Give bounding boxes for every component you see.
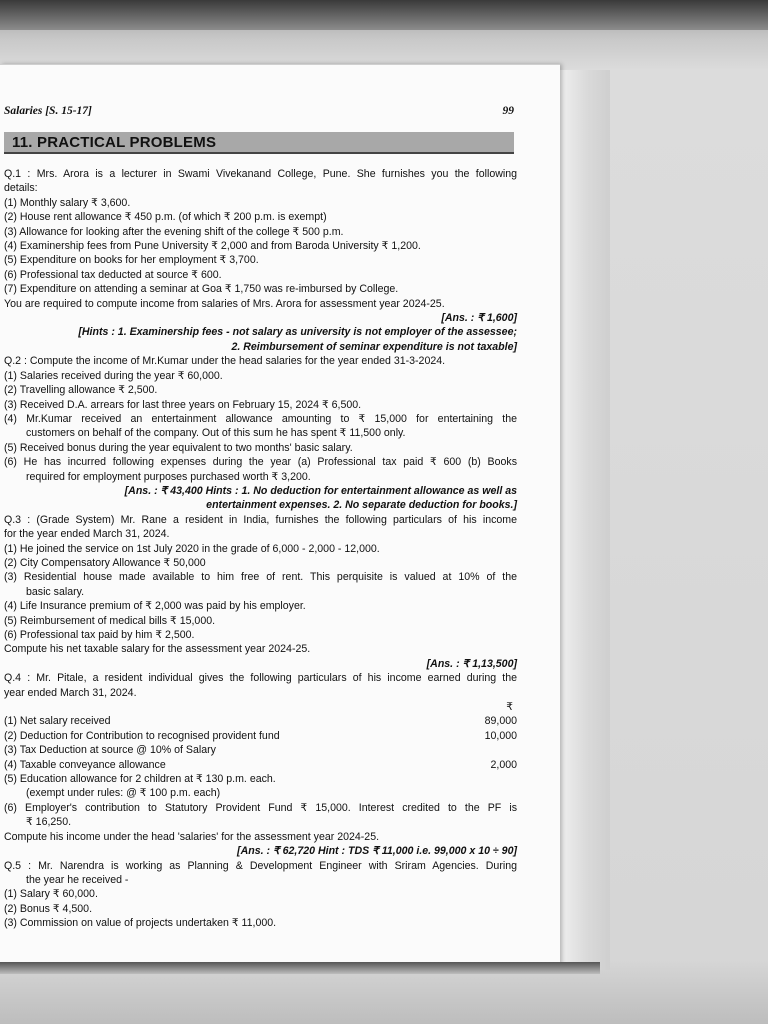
scan-bottom-edge [0, 962, 600, 974]
q1-item: (3) Allowance for looking after the evening shift of the college ₹ 500 p.m. [4, 225, 344, 238]
q4-row [4, 714, 517, 728]
q3-answer: [Ans. : ₹ 1,13,500] [426, 657, 517, 670]
q3-task: Compute his net taxable salary for the assessment year 2024-25. [4, 643, 311, 656]
q3-item: (3) Residential house made available to him free of rent. This perquisite is valued at 10% of the [4, 571, 517, 584]
q1-hint: [Hints : 1. Examinership fees - not salary as university is not employer of the assessee; [78, 326, 517, 339]
q3-intro [4, 513, 517, 527]
q2-answer: [Ans. : ₹ 43,400 Hints : 1. No deduction for entertainment allowance as well as [124, 484, 517, 497]
q4-item-cont: ₹ 16,250. [26, 816, 72, 829]
q1-item: (2) House rent allowance ₹ 450 p.m. (of which ₹ 200 p.m. is exempt) [4, 211, 327, 224]
q4-row [4, 743, 517, 757]
q1-item: (6) Professional tax deducted at source ₹ 600. [4, 268, 222, 281]
q2-item: (2) Travelling allowance ₹ 2,500. [4, 384, 158, 397]
q1-intro-cont: details: [4, 182, 38, 195]
q5-item: (2) Bonus ₹ 4,500. [4, 902, 93, 915]
q4-row-label: (4) Taxable conveyance allowance [4, 758, 166, 771]
q3-item: (2) City Compensatory Allowance ₹ 50,000 [4, 556, 206, 569]
book-spine [555, 70, 610, 970]
q4-item-cont: (exempt under rules: @ ₹ 100 p.m. each) [26, 787, 221, 800]
q3-item: (4) Life Insurance premium of ₹ 2,000 was paid by his employer. [4, 600, 306, 613]
q3-item: (6) Professional tax paid by him ₹ 2,500. [4, 629, 195, 641]
q2-item: (4) Mr.Kumar received an entertainment allowance amounting to ₹ 15,000 for entertaining the [4, 412, 517, 425]
section-title: 11. PRACTICAL PROBLEMS [4, 132, 514, 154]
page-number: 99 [502, 105, 514, 117]
q1-task: You are required to compute income from salaries of Mrs. Arora for assessment year 2024-25. [4, 297, 445, 310]
q1-item: (5) Expenditure on books for her employment ₹ 3,700. [4, 254, 259, 267]
q2-intro: Q.2 : Compute the income of Mr.Kumar under the head salaries for the year ended 31-3-2024. [4, 355, 446, 368]
q1-item: (1) Monthly salary ₹ 3,600. [4, 196, 131, 209]
q4-row-label: (2) Deduction for Contribution to recognised provident fund [4, 729, 280, 742]
q1-item: (7) Expenditure on attending a seminar at Goa ₹ 1,750 was re-imbursed by College. [4, 283, 399, 296]
q4-task: Compute his income under the head 'salaries' for the assessment year 2024-25. [4, 830, 380, 843]
book-page [0, 64, 560, 965]
q4-row-value: 2,000 [490, 758, 517, 771]
q4-answer: [Ans. : ₹ 62,720 Hint : TDS ₹ 11,000 i.e. 99,000 x 10 ÷ 90] [237, 845, 517, 858]
q3-intro-cont: for the year ended March 31, 2024. [4, 528, 170, 541]
q2-item: (1) Salaries received during the year ₹ 60,000. [4, 369, 223, 382]
q1-answer: [Ans. : ₹ 1,600] [441, 312, 517, 325]
running-header [4, 105, 514, 121]
chapter-ref: Salaries [S. 15-17] [4, 105, 92, 117]
q4-item: (6) Employer's contribution to Statutory Provident Fund ₹ 15,000. Interest credited to the PF is [4, 801, 517, 814]
q4-row [4, 729, 517, 743]
q2-item: (6) He has incurred following expenses during the year (a) Professional tax paid ₹ 600 (b) Books [4, 456, 517, 469]
q1-intro: Q.1 : Mrs. Arora is a lecturer in Swami Vivekanand College, Pune. She furnishes you the following [4, 168, 517, 180]
q1-item: (4) Examinership fees from Pune University ₹ 2,000 and from Baroda University ₹ 1,200. [4, 240, 421, 253]
q5-item: (3) Commission on value of projects undertaken ₹ 11,000. [4, 917, 277, 930]
q5-intro-cont: the year he received - [26, 873, 129, 886]
q4-row-label: (3) Tax Deduction at source @ 10% of Salary [4, 744, 216, 757]
q2-item-cont: required for employment purposes purchased worth ₹ 3,200. [26, 470, 311, 483]
q3-item: (5) Reimbursement of medical bills ₹ 15,000. [4, 614, 216, 627]
q4-row-value: 10,000 [484, 729, 517, 742]
q4-intro-cont: year ended March 31, 2024. [4, 686, 137, 699]
q5-intro: Q.5 : Mr. Narendra is working as Planning & Development Engineer with Sriram Agencies. During [4, 859, 517, 872]
q2-item: (3) Received D.A. arrears for last three years on February 15, 2024 ₹ 6,500. [4, 398, 362, 411]
q4-intro: Q.4 : Mr. Pitale, a resident individual gives the following particulars of his income earned during the [4, 672, 517, 685]
q3-intro-text: Q.3 : (Grade System) Mr. Rane a resident in India, furnishes the following particulars of his income [4, 513, 517, 526]
problems-body [4, 167, 517, 931]
q5-item: (1) Salary ₹ 60,000. [4, 888, 98, 901]
q3-item-cont: basic salary. [26, 585, 85, 598]
q2-answer-cont: entertainment expenses. 2. No separate deduction for books.] [206, 499, 517, 512]
q2-item: (5) Received bonus during the year equivalent to two months' basic salary. [4, 441, 353, 454]
q4-item: (5) Education allowance for 2 children at ₹ 130 p.m. each. [4, 773, 276, 786]
q2-item-cont: customers on behalf of the company. Out of this sum he has spent ₹ 11,500 only. [26, 427, 406, 440]
scan-top-edge [0, 0, 768, 30]
q4-currency-header: ₹ [506, 701, 513, 714]
q4-row-value: 89,000 [484, 715, 517, 728]
q4-row [4, 758, 517, 772]
q3-item: (1) He joined the service on 1st July 2020 in the grade of 6,000 - 2,000 - 12,000. [4, 542, 380, 555]
q4-row-label: (1) Net salary received [4, 715, 111, 728]
q1-hint-cont: 2. Reimbursement of seminar expenditure is not taxable] [231, 340, 517, 353]
